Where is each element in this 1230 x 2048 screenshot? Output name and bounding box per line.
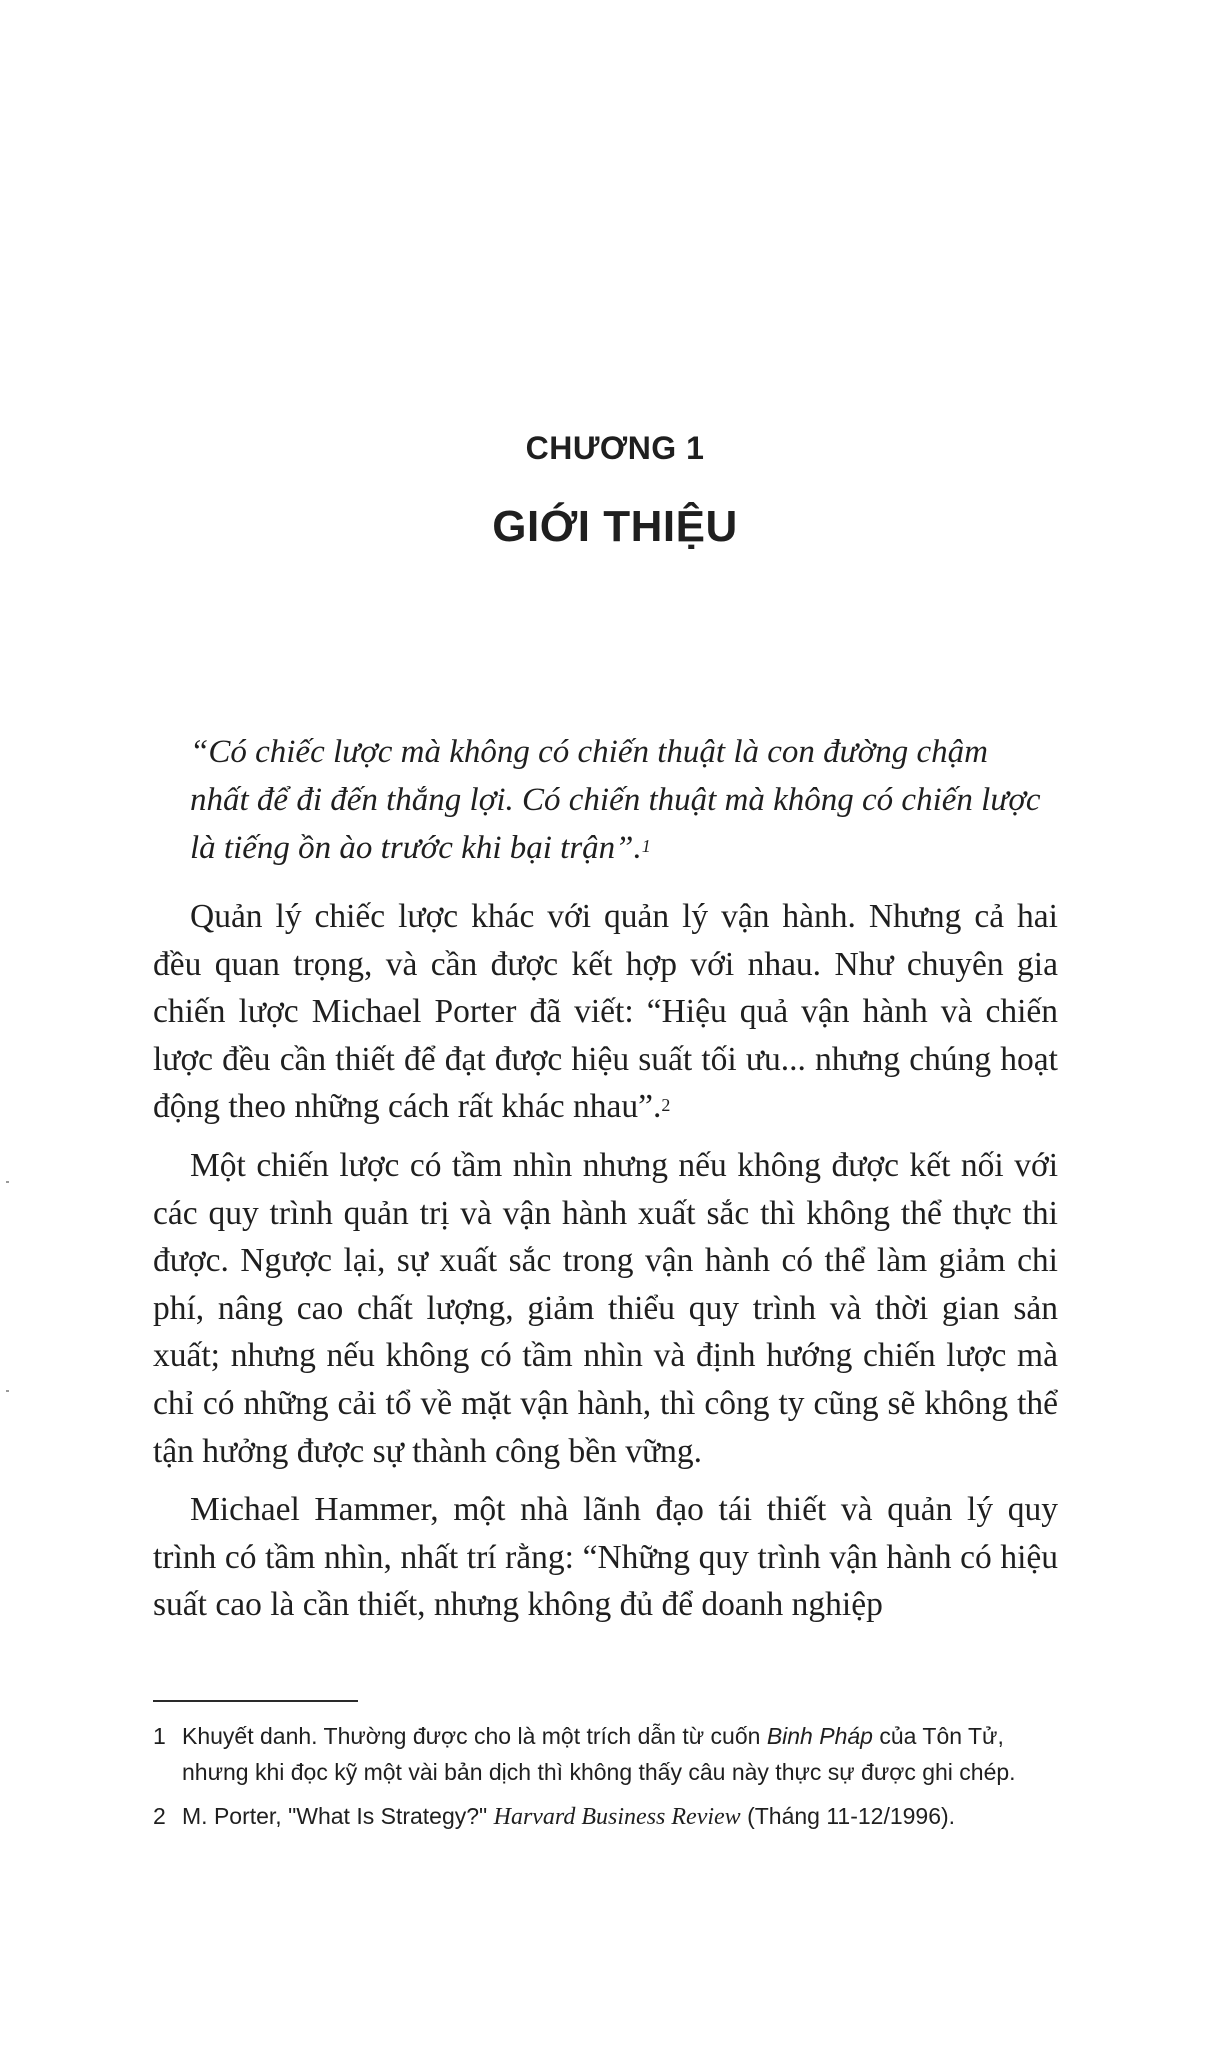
footnote-text: M. Porter, "What Is Strategy?" bbox=[182, 1803, 494, 1829]
paragraph-3 bbox=[153, 1486, 1058, 1629]
scan-edge-mark bbox=[6, 1181, 9, 1183]
epigraph-text: “Có chiếc lược mà không có chiến thuật là con đường chậm nhất để đi đến thắng lợi. Có chiến thuật mà không có chiến lược là tiếng ồn ào trước khi bại trận”. bbox=[190, 734, 1041, 866]
paragraph-text: Michael Hammer, một nhà lãnh đạo tái thiết và quản lý quy trình có tầm nhìn, nhất trí rằng: “Những quy trình vận hành có hiệu suất cao là cần thiết, nhưng không đủ để doanh nghiệp bbox=[153, 1491, 1058, 1624]
footnote-journal-title: Harvard Business Review bbox=[493, 1804, 741, 1830]
footnote-book-title: Binh Pháp bbox=[766, 1723, 873, 1749]
footnote-text: (Tháng 11-12/1996). bbox=[740, 1803, 956, 1829]
chapter-title: GIỚI THIỆU bbox=[492, 502, 738, 551]
body-text bbox=[153, 893, 1058, 1640]
footnote-text: Khuyết danh. Thường được cho là một trích dẫn từ cuốn bbox=[182, 1723, 767, 1749]
paragraph-text: Quản lý chiếc lược khác với quản lý vận hành. Nhưng cả hai đều quan trọng, và cần được kết hợp với nhau. Như chuyên gia chiến lược Michael Porter đã viết: “Hiệu quả vận hành và chiến lược đều cần thiết để đạt được hiệu suất tối ưu... nhưng chúng hoạt động theo những cách rất khác nhau”. bbox=[153, 898, 1058, 1126]
paragraph-2 bbox=[153, 1142, 1058, 1475]
footnote-text: của Tôn Tử, nhưng khi đọc kỹ một vài bản dịch thì không thấy câu này thực sự được ghi chép. bbox=[182, 1723, 1016, 1785]
paragraph-text: Một chiến lược có tầm nhìn nhưng nếu không được kết nối với các quy trình quản trị và vận hành xuất sắc thì không thể thực thi được. Ngược lại, sự xuất sắc trong vận hành có thể làm giảm chi phí, nâng cao chất lượng, giảm thiểu quy trình và thời gian sản xuất; nhưng nếu không có tầm nhìn và định hướng chiến lược mà chỉ có những cải tổ về mặt vận hành, thì công ty cũng sẽ không thể tận hưởng được sự thành công bền vững. bbox=[153, 1146, 1058, 1470]
footnote-ref-2[interactable]: 2 bbox=[661, 1095, 671, 1116]
paragraph-1 bbox=[153, 893, 1058, 1131]
epigraph-quote bbox=[190, 728, 1050, 872]
footnote-number: 2 bbox=[153, 1803, 166, 1829]
footnote-number: 1 bbox=[153, 1723, 166, 1749]
footnote-separator bbox=[153, 1700, 358, 1702]
chapter-label: CHƯƠNG 1 bbox=[525, 430, 705, 466]
footnote-ref-1[interactable]: 1 bbox=[641, 836, 651, 856]
footnotes bbox=[153, 1718, 1073, 1843]
footnote-1 bbox=[153, 1718, 1073, 1790]
scan-edge-mark bbox=[6, 1390, 9, 1392]
footnote-2 bbox=[153, 1798, 1073, 1835]
